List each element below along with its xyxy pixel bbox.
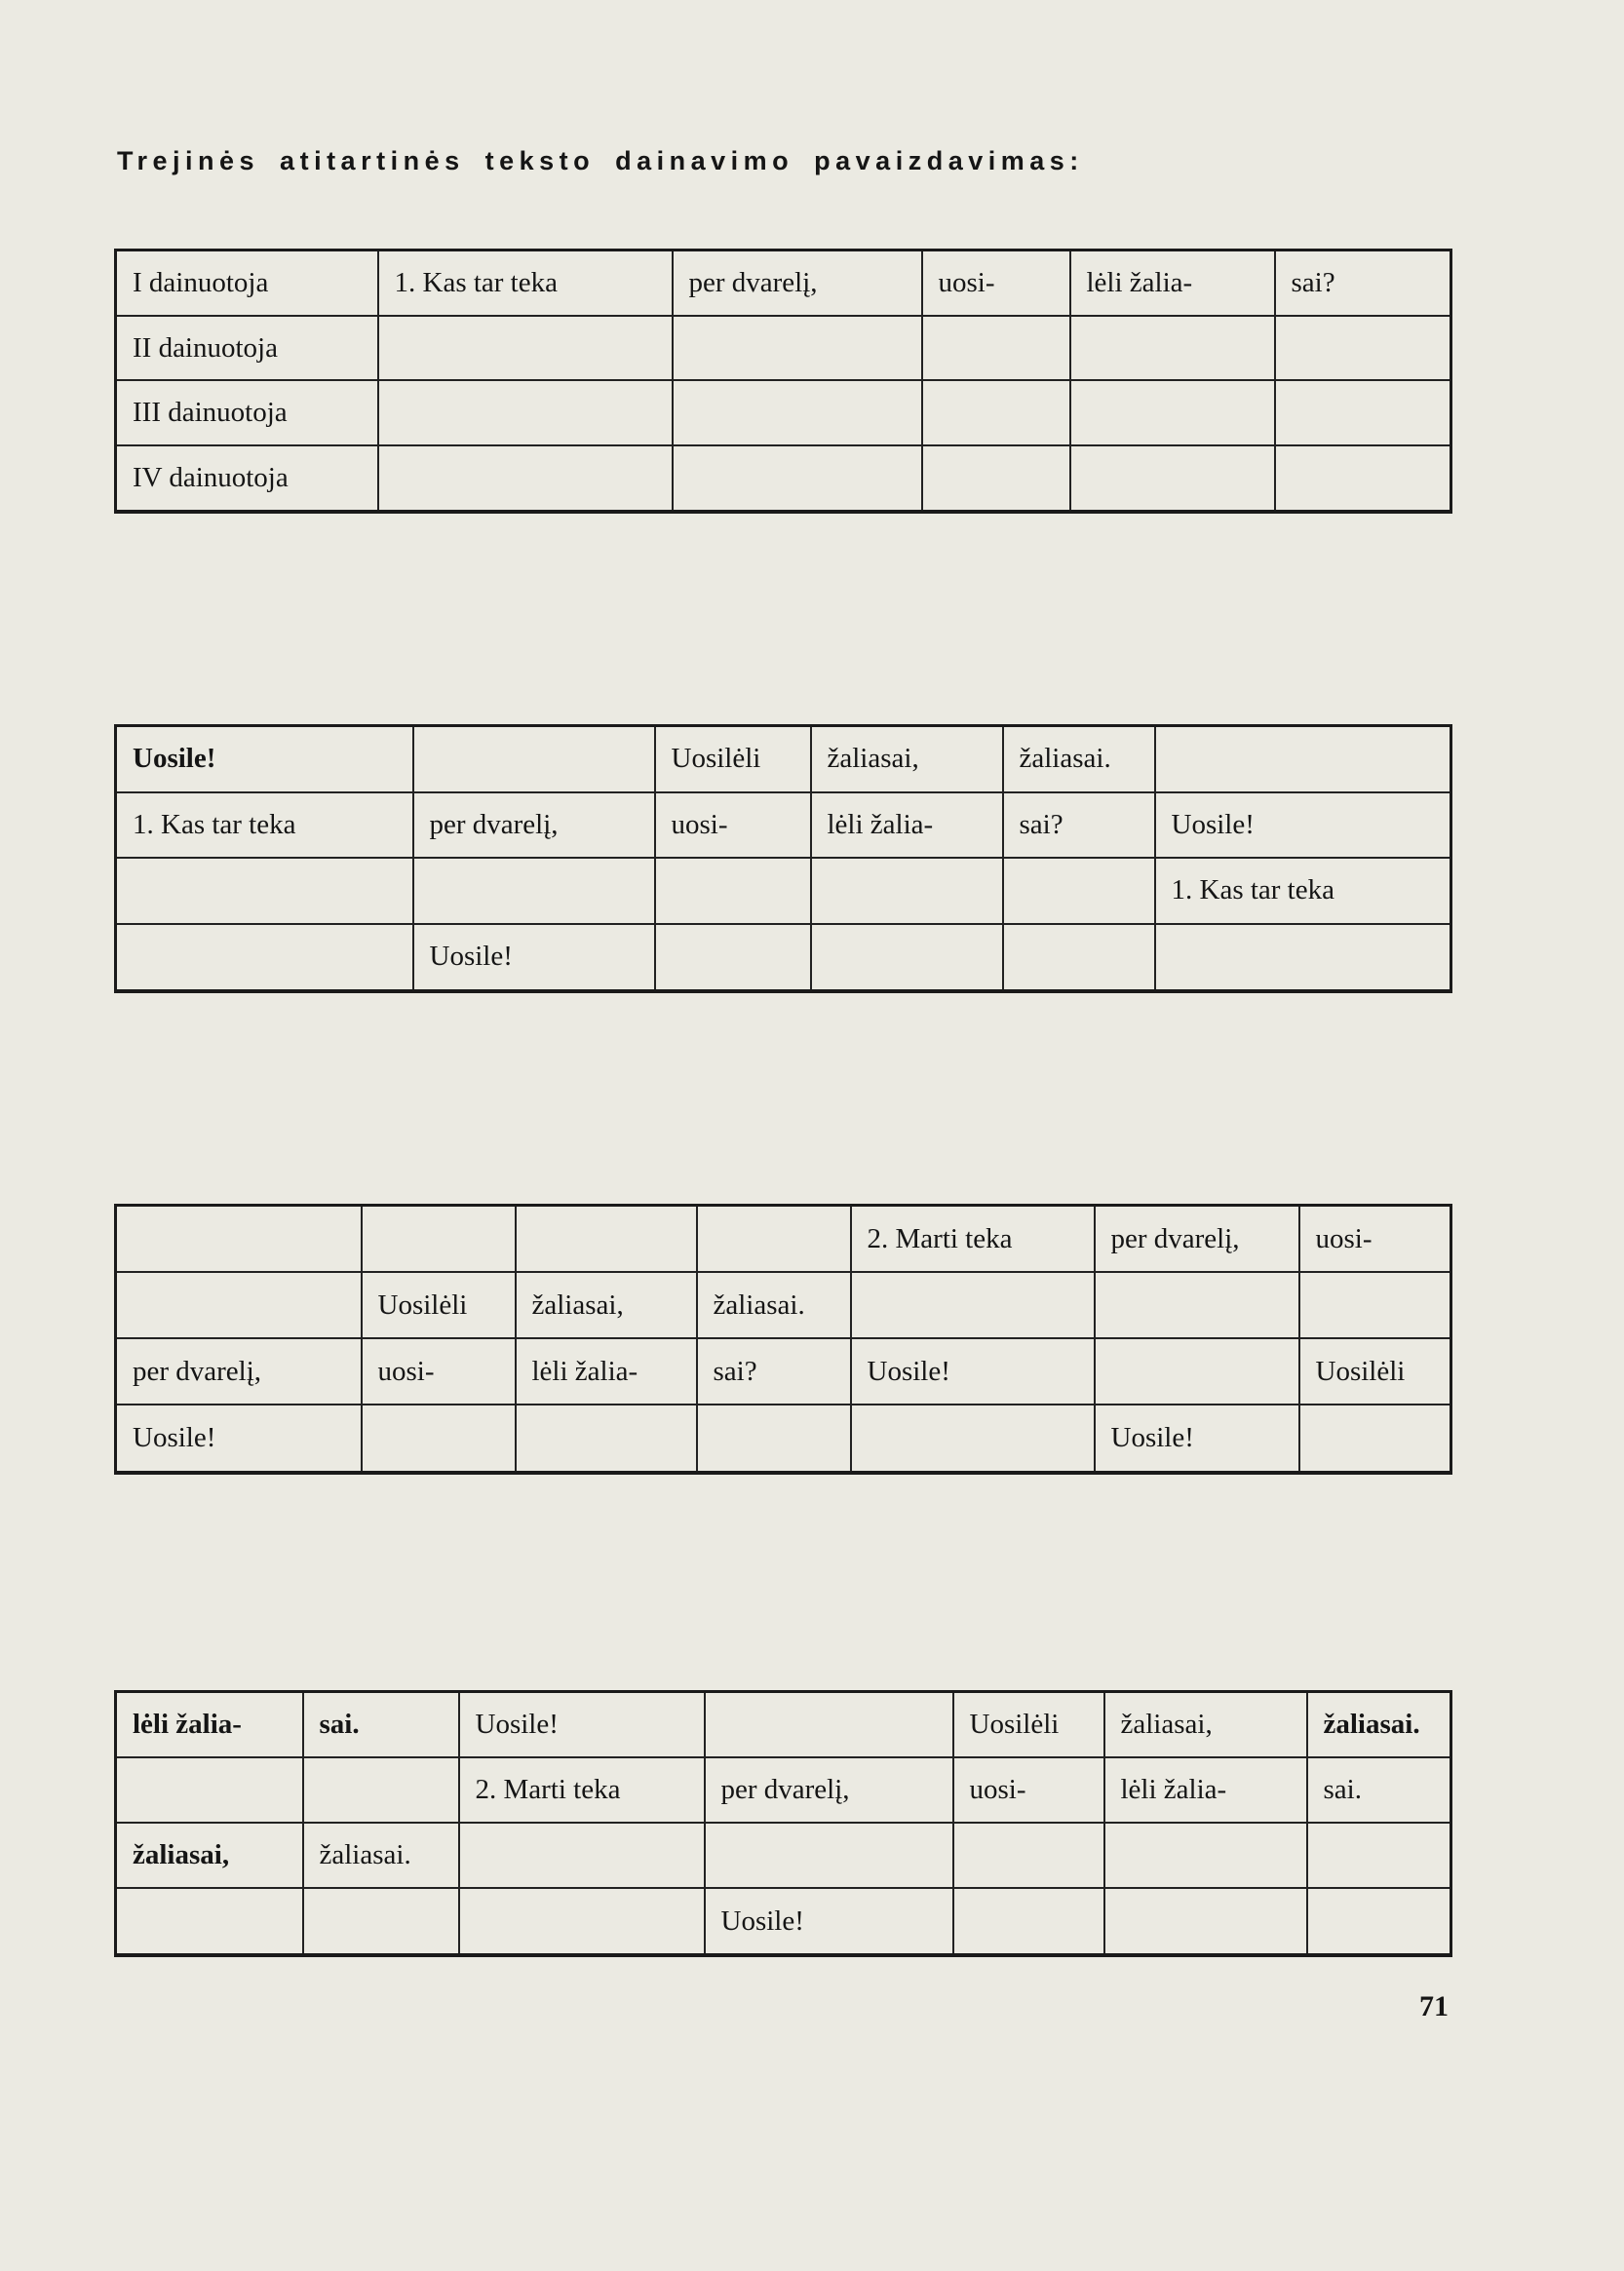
table-cell <box>1275 445 1451 512</box>
table-row <box>116 445 1451 512</box>
table-cell: per dvarelį, <box>116 1338 362 1405</box>
table-row <box>116 1823 1451 1888</box>
table-row <box>116 858 1451 923</box>
table-cell <box>697 1405 851 1473</box>
table-cell <box>1307 1823 1451 1888</box>
table-row <box>116 726 1451 792</box>
table-cell: Uosile! <box>116 1405 362 1473</box>
table-cell <box>705 1823 953 1888</box>
table-row <box>116 1272 1451 1338</box>
page-title: Trejinės atitartinės teksto dainavimo pavaizdavimas: <box>117 146 1084 175</box>
table-cell <box>673 380 922 444</box>
table-cell: lėli žalia- <box>1070 250 1275 316</box>
table-cell <box>116 1888 303 1955</box>
table-row <box>116 1692 1451 1758</box>
table-cell: 2. Marti teka <box>459 1757 705 1823</box>
table-cell <box>1155 726 1451 792</box>
table-cell: sai? <box>697 1338 851 1405</box>
table-cell: III dainuotoja <box>116 380 378 444</box>
table-cell: IV dainuotoja <box>116 445 378 512</box>
table-cell: Uosilėli <box>1299 1338 1451 1405</box>
table-cell <box>1275 316 1451 380</box>
table-cell: per dvarelį, <box>413 792 655 858</box>
table-cell: 1. Kas tar teka <box>378 250 673 316</box>
table-cell <box>1070 445 1275 512</box>
table-cell <box>516 1405 697 1473</box>
table-cell: žaliasai. <box>303 1823 459 1888</box>
singer-table-1 <box>114 249 1452 514</box>
table-cell: per dvarelį, <box>1095 1206 1299 1273</box>
table-cell: 2. Marti teka <box>851 1206 1095 1273</box>
table-cell <box>1095 1272 1299 1338</box>
table-cell <box>116 1757 303 1823</box>
table-row <box>116 792 1451 858</box>
table-cell <box>362 1206 516 1273</box>
table-cell <box>1003 924 1155 991</box>
table-row <box>116 250 1451 316</box>
table-cell <box>655 924 811 991</box>
table-cell: Uosile! <box>1155 792 1451 858</box>
table-row <box>116 380 1451 444</box>
table-cell <box>705 1692 953 1758</box>
table-cell <box>1095 1338 1299 1405</box>
singer-table-4 <box>114 1690 1452 1957</box>
table-row <box>116 1888 1451 1955</box>
table-cell <box>673 316 922 380</box>
table-cell: sai. <box>303 1692 459 1758</box>
table-cell: žaliasai. <box>1307 1692 1451 1758</box>
table-cell <box>459 1823 705 1888</box>
table-cell <box>1307 1888 1451 1955</box>
table-cell <box>922 380 1070 444</box>
table-cell <box>378 316 673 380</box>
table-cell <box>953 1823 1104 1888</box>
table-cell <box>413 858 655 923</box>
table-row <box>116 1206 1451 1273</box>
table-row <box>116 316 1451 380</box>
table-cell: žaliasai, <box>811 726 1003 792</box>
table-cell <box>116 1206 362 1273</box>
table-cell: lėli žalia- <box>516 1338 697 1405</box>
table-cell: žaliasai, <box>516 1272 697 1338</box>
table-cell <box>1070 316 1275 380</box>
table-cell: uosi- <box>362 1338 516 1405</box>
table-cell: per dvarelį, <box>705 1757 953 1823</box>
singer-table-3 <box>114 1204 1452 1475</box>
table-cell: Uosilėli <box>362 1272 516 1338</box>
table-cell: Uosile! <box>413 924 655 991</box>
table-cell: uosi- <box>953 1757 1104 1823</box>
table-cell <box>413 726 655 792</box>
table-cell: žaliasai, <box>1104 1692 1307 1758</box>
singer-table-2 <box>114 724 1452 993</box>
table-cell <box>303 1757 459 1823</box>
table-cell <box>811 858 1003 923</box>
table-cell <box>116 924 413 991</box>
table-cell: sai? <box>1003 792 1155 858</box>
table-cell <box>378 380 673 444</box>
table-cell: lėli žalia- <box>811 792 1003 858</box>
table-cell <box>673 445 922 512</box>
table-cell: Uosile! <box>133 743 216 775</box>
table-cell <box>303 1888 459 1955</box>
table-cell: Uosile! <box>705 1888 953 1955</box>
table-cell <box>1104 1888 1307 1955</box>
table-cell: 1. Kas tar teka <box>1155 858 1451 923</box>
table-cell <box>116 1272 362 1338</box>
table-cell <box>697 1206 851 1273</box>
table-row <box>116 924 1451 991</box>
table-cell: Uosile! <box>1095 1405 1299 1473</box>
table-cell: žaliasai. <box>697 1272 851 1338</box>
table-cell: uosi- <box>922 250 1070 316</box>
table-cell <box>459 1888 705 1955</box>
table-cell: Uosile! <box>459 1692 705 1758</box>
table-cell <box>1299 1405 1451 1473</box>
table-row <box>116 1338 1451 1405</box>
table-cell <box>1299 1272 1451 1338</box>
table-cell <box>378 445 673 512</box>
table-cell <box>811 924 1003 991</box>
table-cell <box>922 316 1070 380</box>
table-row <box>116 1405 1451 1473</box>
table-cell: uosi- <box>1299 1206 1451 1273</box>
table-row <box>116 1757 1451 1823</box>
table-cell: II dainuotoja <box>116 316 378 380</box>
table-cell: sai. <box>1307 1757 1451 1823</box>
table-cell <box>362 1405 516 1473</box>
table-cell <box>516 1206 697 1273</box>
table-cell <box>655 858 811 923</box>
table-cell: žaliasai. <box>1003 726 1155 792</box>
table-cell <box>1003 858 1155 923</box>
table-cell: žaliasai, <box>116 1823 303 1888</box>
table-cell <box>1155 924 1451 991</box>
table-cell: 1. Kas tar teka <box>116 792 413 858</box>
table-cell <box>1070 380 1275 444</box>
table-cell <box>1104 1823 1307 1888</box>
table-cell: Uosilėli <box>655 726 811 792</box>
table-cell <box>922 445 1070 512</box>
table-cell <box>953 1888 1104 1955</box>
table-cell <box>851 1272 1095 1338</box>
table-cell: Uosile! <box>851 1338 1095 1405</box>
table-cell: uosi- <box>655 792 811 858</box>
table-cell: Uosilėli <box>953 1692 1104 1758</box>
table-cell <box>116 858 413 923</box>
table-cell: per dvarelį, <box>673 250 922 316</box>
table-cell <box>851 1405 1095 1473</box>
table-cell: sai? <box>1275 250 1451 316</box>
table-cell <box>1275 380 1451 444</box>
table-cell: lėli žalia- <box>1104 1757 1307 1823</box>
table-cell: lėli žalia- <box>133 1709 242 1741</box>
page-number: 71 <box>1419 1990 1449 2022</box>
table-cell: I dainuotoja <box>133 266 269 298</box>
